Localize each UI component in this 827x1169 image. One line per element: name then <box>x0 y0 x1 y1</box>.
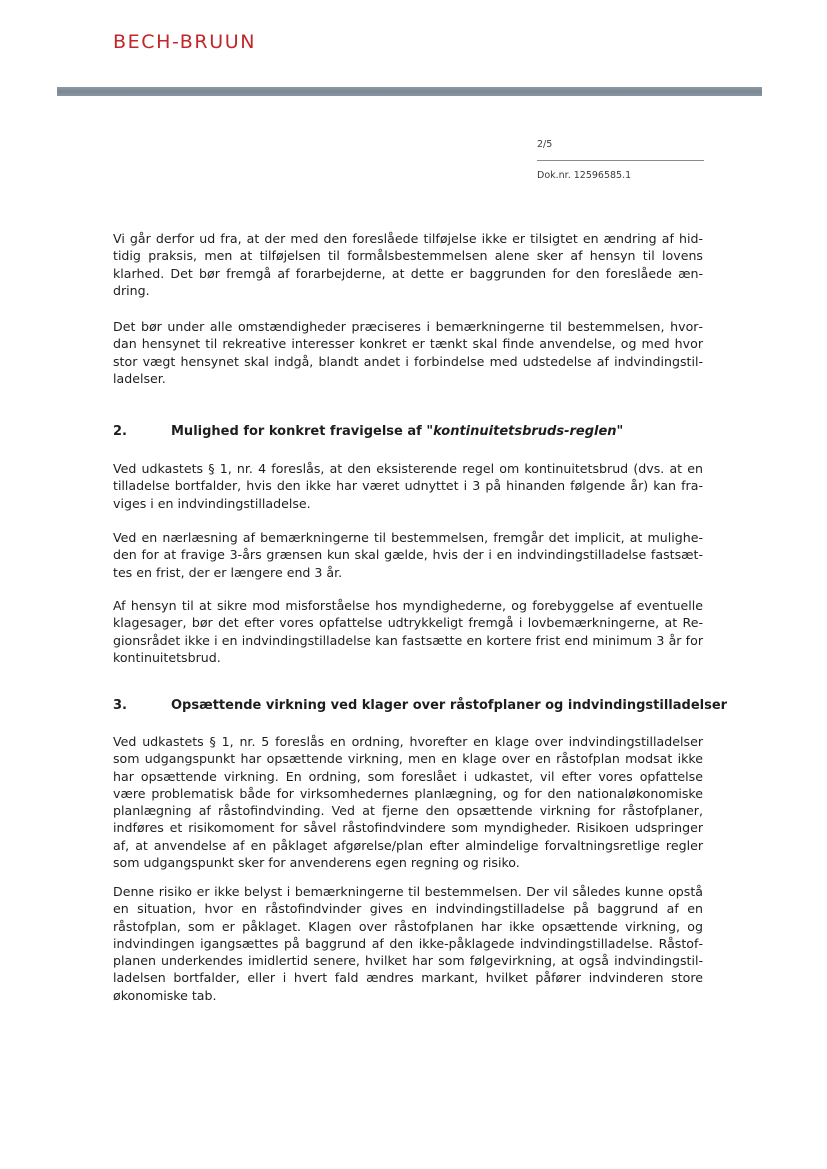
section-3-number: 3. <box>113 698 127 713</box>
bech-bruun-logo: BECH-BRUUN <box>113 31 257 53</box>
section-2-title-emphasis: "kontinuitetsbruds-reglen" <box>426 424 624 439</box>
paragraph-5: Af hensyn til at sikre mod misforståelse hos myndighederne, og forebyggelse af eventuelle klagesager, bør det efter vores opfattelse udtrykkeligt fremgå i lovbemærkningerne, at Regionsrådet ikke i en indvindingstilladelse kan fastsætte en kortere frist end minimum 3 år for kontinuitetsbrud. <box>113 598 703 665</box>
section-3-heading <box>113 698 728 713</box>
header-bar <box>57 87 762 96</box>
paragraph-6: Ved udkastets § 1, nr. 5 foreslås en ordning, hvorefter en klage over indvindingstilladelser som udgangspunkt har opsættende virkning, men en klage over en råstofplan modsat ikke har opsættende virkning. En ordning, som foreslået i udkastet, vil efter vores opfattelse være problematisk både for virksomhedernes planlægning, og for den nationaløkonomiske planlægning af råstofindvinding. Ved at fjerne den opsættende virkning for råstofplaner, indføres et risikomoment for såvel råstofindvindere som myndigheder. Risikoen udspringer af, at anvendelse af en påklaget afgørelse/plan efter almindelige forvaltningsretlige regler som udgangspunkt sker for anvenderens egen regning og risiko. <box>113 734 703 871</box>
meta-divider <box>537 160 704 161</box>
paragraph-4: Ved en nærlæsning af bemærkningerne til bestemmelsen, fremgår det implicit, at muligheden for at fravige 3-års grænsen kun skal gælde, hvis der i en indvindingstilladelse fastsættes en frist, der er længere end 3 år. <box>113 530 703 580</box>
paragraph-1: Vi går derfor ud fra, at der med den foreslåede tilføjelse ikke er tilsigtet en ændring af hidtidig praksis, men at tilføjelsen til formålsbestemmelsen alene sker af hensyn til lovens klarhed. Det bør fremgå af forarbejderne, at dette er baggrunden for den foreslåede ændring. <box>113 231 703 298</box>
section-2-heading <box>113 424 713 439</box>
paragraph-3: Ved udkastets § 1, nr. 4 foreslås, at den eksisterende regel om kontinuitetsbrud (dvs. at en tilladelse bortfalder, hvis den ikke har været udnyttet i 3 på hinanden følgende år) kan fraviges i en indvindingstilladelse. <box>113 461 703 511</box>
paragraph-2: Det bør under alle omstændigheder præciseres i bemærkningerne til bestemmelsen, hvordan hensynet til rekreative interesser konkret er tænkt skal finde anvendelse, og med hvor stor vægt hensynet skal indgå, blandt andet i forbindelse med udstedelse af indvindingstilladelser. <box>113 319 703 386</box>
section-3-title: Opsættende virkning ved klager over råstofplaner og indvindingstilladelser <box>171 698 728 713</box>
document-number: Dok.nr. 12596585.1 <box>537 170 632 181</box>
section-2-number: 2. <box>113 424 127 439</box>
page-number: 2/5 <box>537 139 553 150</box>
paragraph-7: Denne risiko er ikke belyst i bemærkningerne til bestemmelsen. Der vil således kunne opstå en situation, hvor en råstofindvinder gives en indvindingstilladelse på baggrund af en råstofplan, som er påklaget. Klagen over råstofplanen har ikke opsættende virkning, og indvindingen igangsættes på baggrund af den ikke-påklagede indvindingstilladelse. Råstofplanen underkendes imidlertid senere, hvilket har som følgevirkning, at også indvindingstilladelsen bortfalder, eller i hvert fald ændres markant, hvilket påfører indvinderen store økonomiske tab. <box>113 884 703 1003</box>
section-2-title: Mulighed for konkret fravigelse af <box>171 424 427 439</box>
